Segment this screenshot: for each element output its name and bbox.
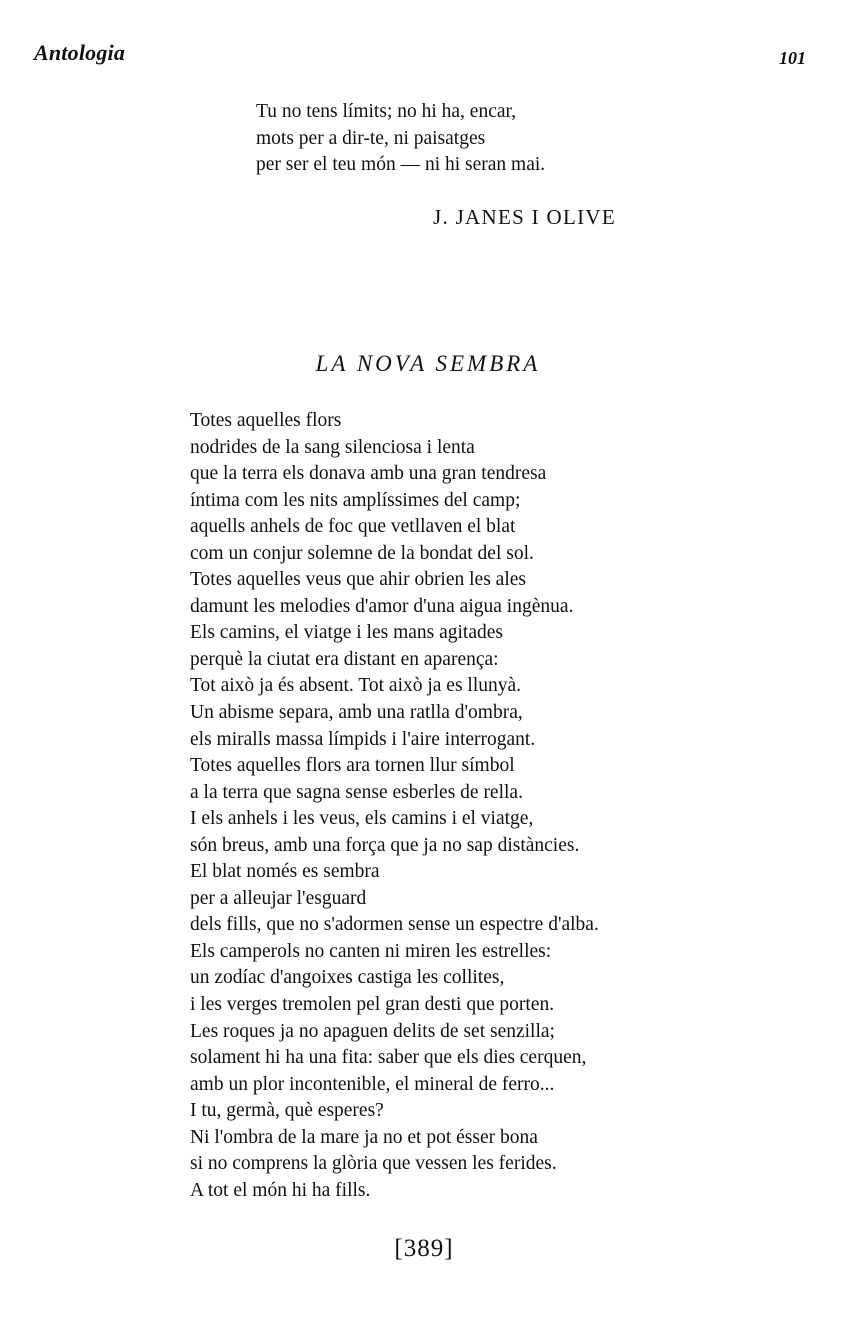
verse-line: Un abisme separa, amb una ratlla d'ombra, xyxy=(190,702,523,724)
verse-line: per a alleujar l'esguard xyxy=(190,887,367,909)
verse-line: si no comprens la glòria que vessen les ferides. xyxy=(190,1153,557,1175)
verse-line: Totes aquelles veus que ahir obrien les ales xyxy=(190,569,526,591)
verse-line: els miralls massa límpids i l'aire interrogant. xyxy=(190,728,536,750)
verse-line: i les verges tremolen pel gran desti que porten. xyxy=(190,994,555,1016)
verse-line: nodrides de la sang silenciosa i lenta xyxy=(190,436,475,458)
verse-line: Els camperols no canten ni miren les estrelles: xyxy=(190,940,552,962)
poem-author: J. JANES I OLIVE xyxy=(433,205,616,229)
verse-line: Tu no tens límits; no hi ha, encar, xyxy=(256,101,517,122)
verse-line: Tot això ja és absent. Tot això ja es llunyà. xyxy=(190,675,522,697)
running-title: Antologia xyxy=(34,40,126,65)
verse-line: mots per a dir-te, ni paisatges xyxy=(256,127,486,149)
poem-body xyxy=(190,408,599,1204)
verse-line: per ser el teu món — ni hi seran mai. xyxy=(256,154,546,175)
folio-number xyxy=(0,1235,860,1263)
verse-line: a la terra que sagna sense esberles de rella. xyxy=(190,781,523,803)
verse-line: aquells anhels de foc que vetllaven el blat xyxy=(190,516,516,538)
verse-line: El blat només es sembra xyxy=(190,861,380,883)
verse-line: dels fills, que no s'adormen sense un espectre d'alba. xyxy=(190,914,599,936)
page-number: 101 xyxy=(779,48,806,68)
verse-line: íntima com les nits amplíssimes del camp; xyxy=(190,489,521,511)
poem-title-text: LA NOVA SEMBRA xyxy=(315,351,541,376)
verse-line: A tot el món hi ha fills. xyxy=(190,1179,371,1201)
verse-line: Totes aquelles flors ara tornen llur símbol xyxy=(190,755,515,777)
verse-line: I tu, germà, què esperes? xyxy=(190,1100,384,1122)
poem-title xyxy=(0,351,860,377)
verse-line: que la terra els donava amb una gran tendresa xyxy=(190,463,547,485)
verse-line: damunt les melodies d'amor d'una aigua ingènua. xyxy=(190,595,574,617)
verse-line: un zodíac d'angoixes castiga les collites, xyxy=(190,967,505,989)
verse-line: Les roques ja no apaguen delits de set senzilla; xyxy=(190,1020,555,1042)
verse-line: perquè la ciutat era distant en aparença: xyxy=(190,648,499,670)
preceding-poem-ending xyxy=(256,99,545,179)
verse-line: Totes aquelles flors xyxy=(190,410,342,431)
verse-line: I els anhels i les veus, els camins i el viatge, xyxy=(190,808,534,830)
verse-line: amb un plor incontenible, el mineral de ferro... xyxy=(190,1073,555,1095)
verse-line: solament hi ha una fita: saber que els dies cerquen, xyxy=(190,1047,587,1069)
verse-line: són breus, amb una força que ja no sap distàncies. xyxy=(190,834,580,856)
folio-number-text: [389] xyxy=(394,1235,454,1262)
verse-line: Els camins, el viatge i les mans agitades xyxy=(190,622,503,644)
verse-line: com un conjur solemne de la bondat del sol. xyxy=(190,542,534,564)
verse-line: Ni l'ombra de la mare ja no et pot ésser bona xyxy=(190,1126,538,1148)
